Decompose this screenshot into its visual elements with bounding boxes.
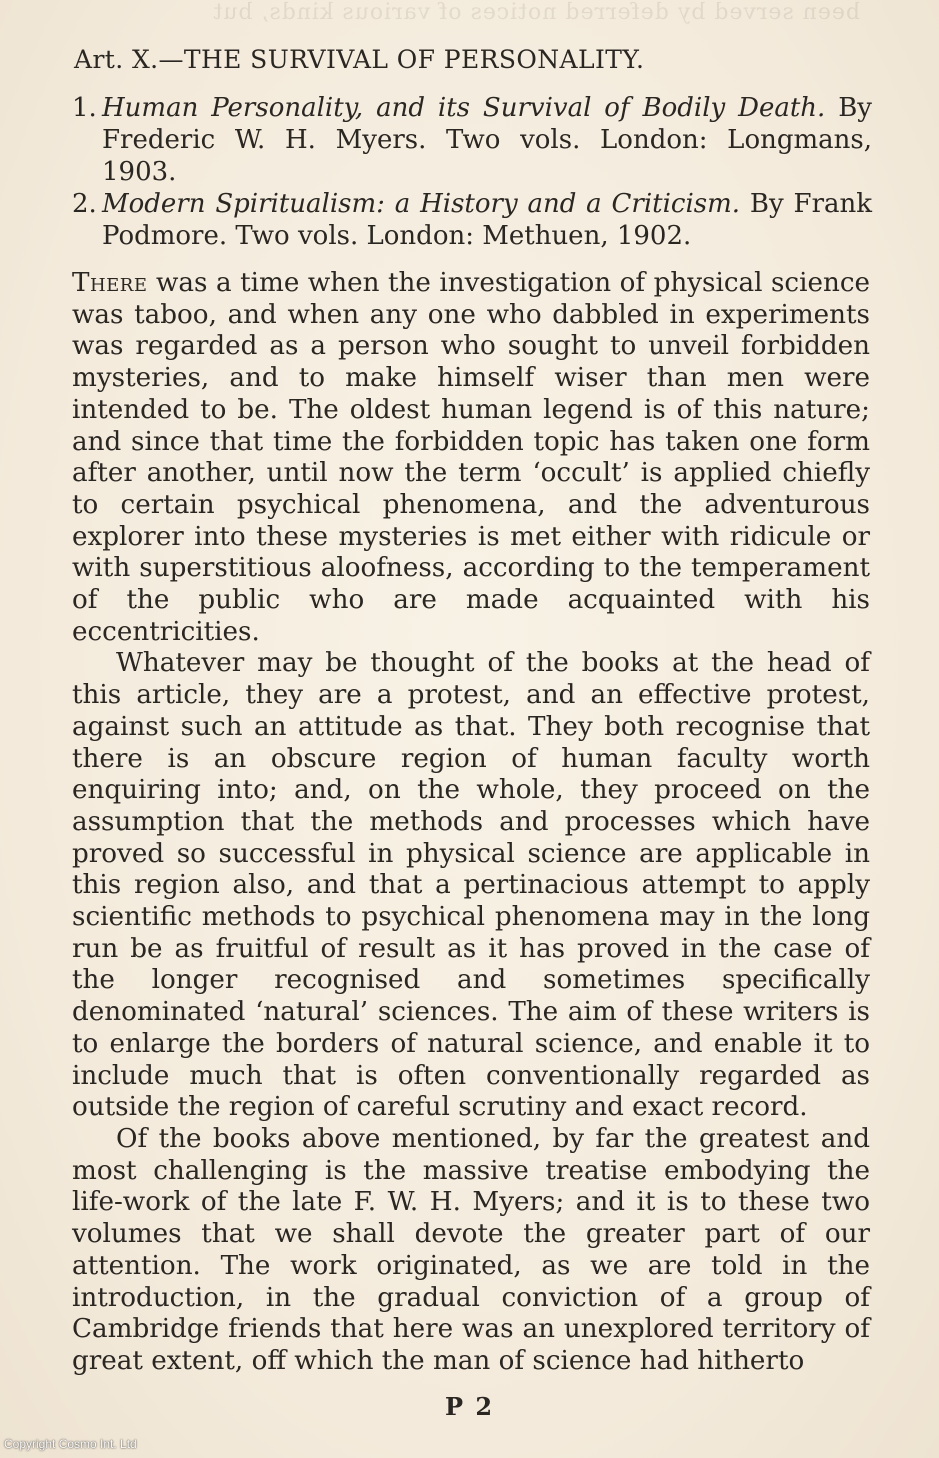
reference-number: 1. [72,93,97,123]
copyright-watermark: Copyright Cosmo Int. Ltd [4,1437,137,1451]
paragraph-2: Whatever may be thought of the books at the head of this article, they are a protest, and an effective protest, against such an attitude as that. They both recognise that there is an obscure region of human faculty worth enquiring into; and, on the whole, they proceed on the assumption that the methods and processes which have proved so successful in physical science are applicable in this region also, and that a pertinacious attempt to apply scientific methods to psychical phenomena may in the long run be as fruitful of result as it has proved in the case of the longer recognised and sometimes specifically denominated ‘natural’ sciences. The aim of these writers is to enlarge the borders of natural science, and enable it to include much that is often conventionally regarded as outside the region of careful scrutiny and exact record. [72,648,870,1123]
reference-details: By Frederic W. H. Myers. Two vols. London: Longmans, 1903. [102,93,872,187]
reference-item [72,188,872,252]
reference-title: Modern Spiritualism: a History and a Criticism. [102,189,741,219]
reference-number: 2. [72,189,97,219]
reference-list [72,92,872,252]
paragraph-3: Of the books above mentioned, by far the greatest and most challenging is the massive treatise embodying the life-work of the late F. W. H. Myers; and it is to these two volumes that we shall devote the greater part of our attention. The work originated, as we are told in the introduction, in the gradual conviction of a group of Cambridge friends that here was an unexplored territory of great extent, off which the man of science had hitherto [72,1123,870,1376]
reference-details: By Frank Podmore. Two vols. London: Methuen, 1902. [102,189,873,251]
paragraph-1-text: was a time when the investigation of physical science was taboo, and when any one who dabbled in experiments was regarded as a person who sought to unveil forbidden mysteries, and to make himself wiser than men were intended to be. The oldest human legend is of this nature; and since that time the forbidden topic has taken one form after another, until now the term ‘occult’ is applied chiefly to certain psychical phenomena, and the adventurous explorer into these mysteries is met either with ridicule or with superstitious aloofness, according to the temperament of the public who are made acquainted with his eccentricities. [72,268,870,647]
article-heading: Art. X.—THE SURVIVAL OF PERSONALITY. [74,45,645,74]
paragraph-1 [72,268,870,648]
article-body [72,268,870,1378]
reference-item [72,92,872,188]
bleed-through-text: been served by deferred notices of various kinds, but [212,0,860,25]
reference-title: Human Personality, and its Survival of Bodily Death. [102,93,826,123]
paragraph-lead-word: There [72,268,148,298]
signature-mark: P 2 [444,1392,495,1421]
